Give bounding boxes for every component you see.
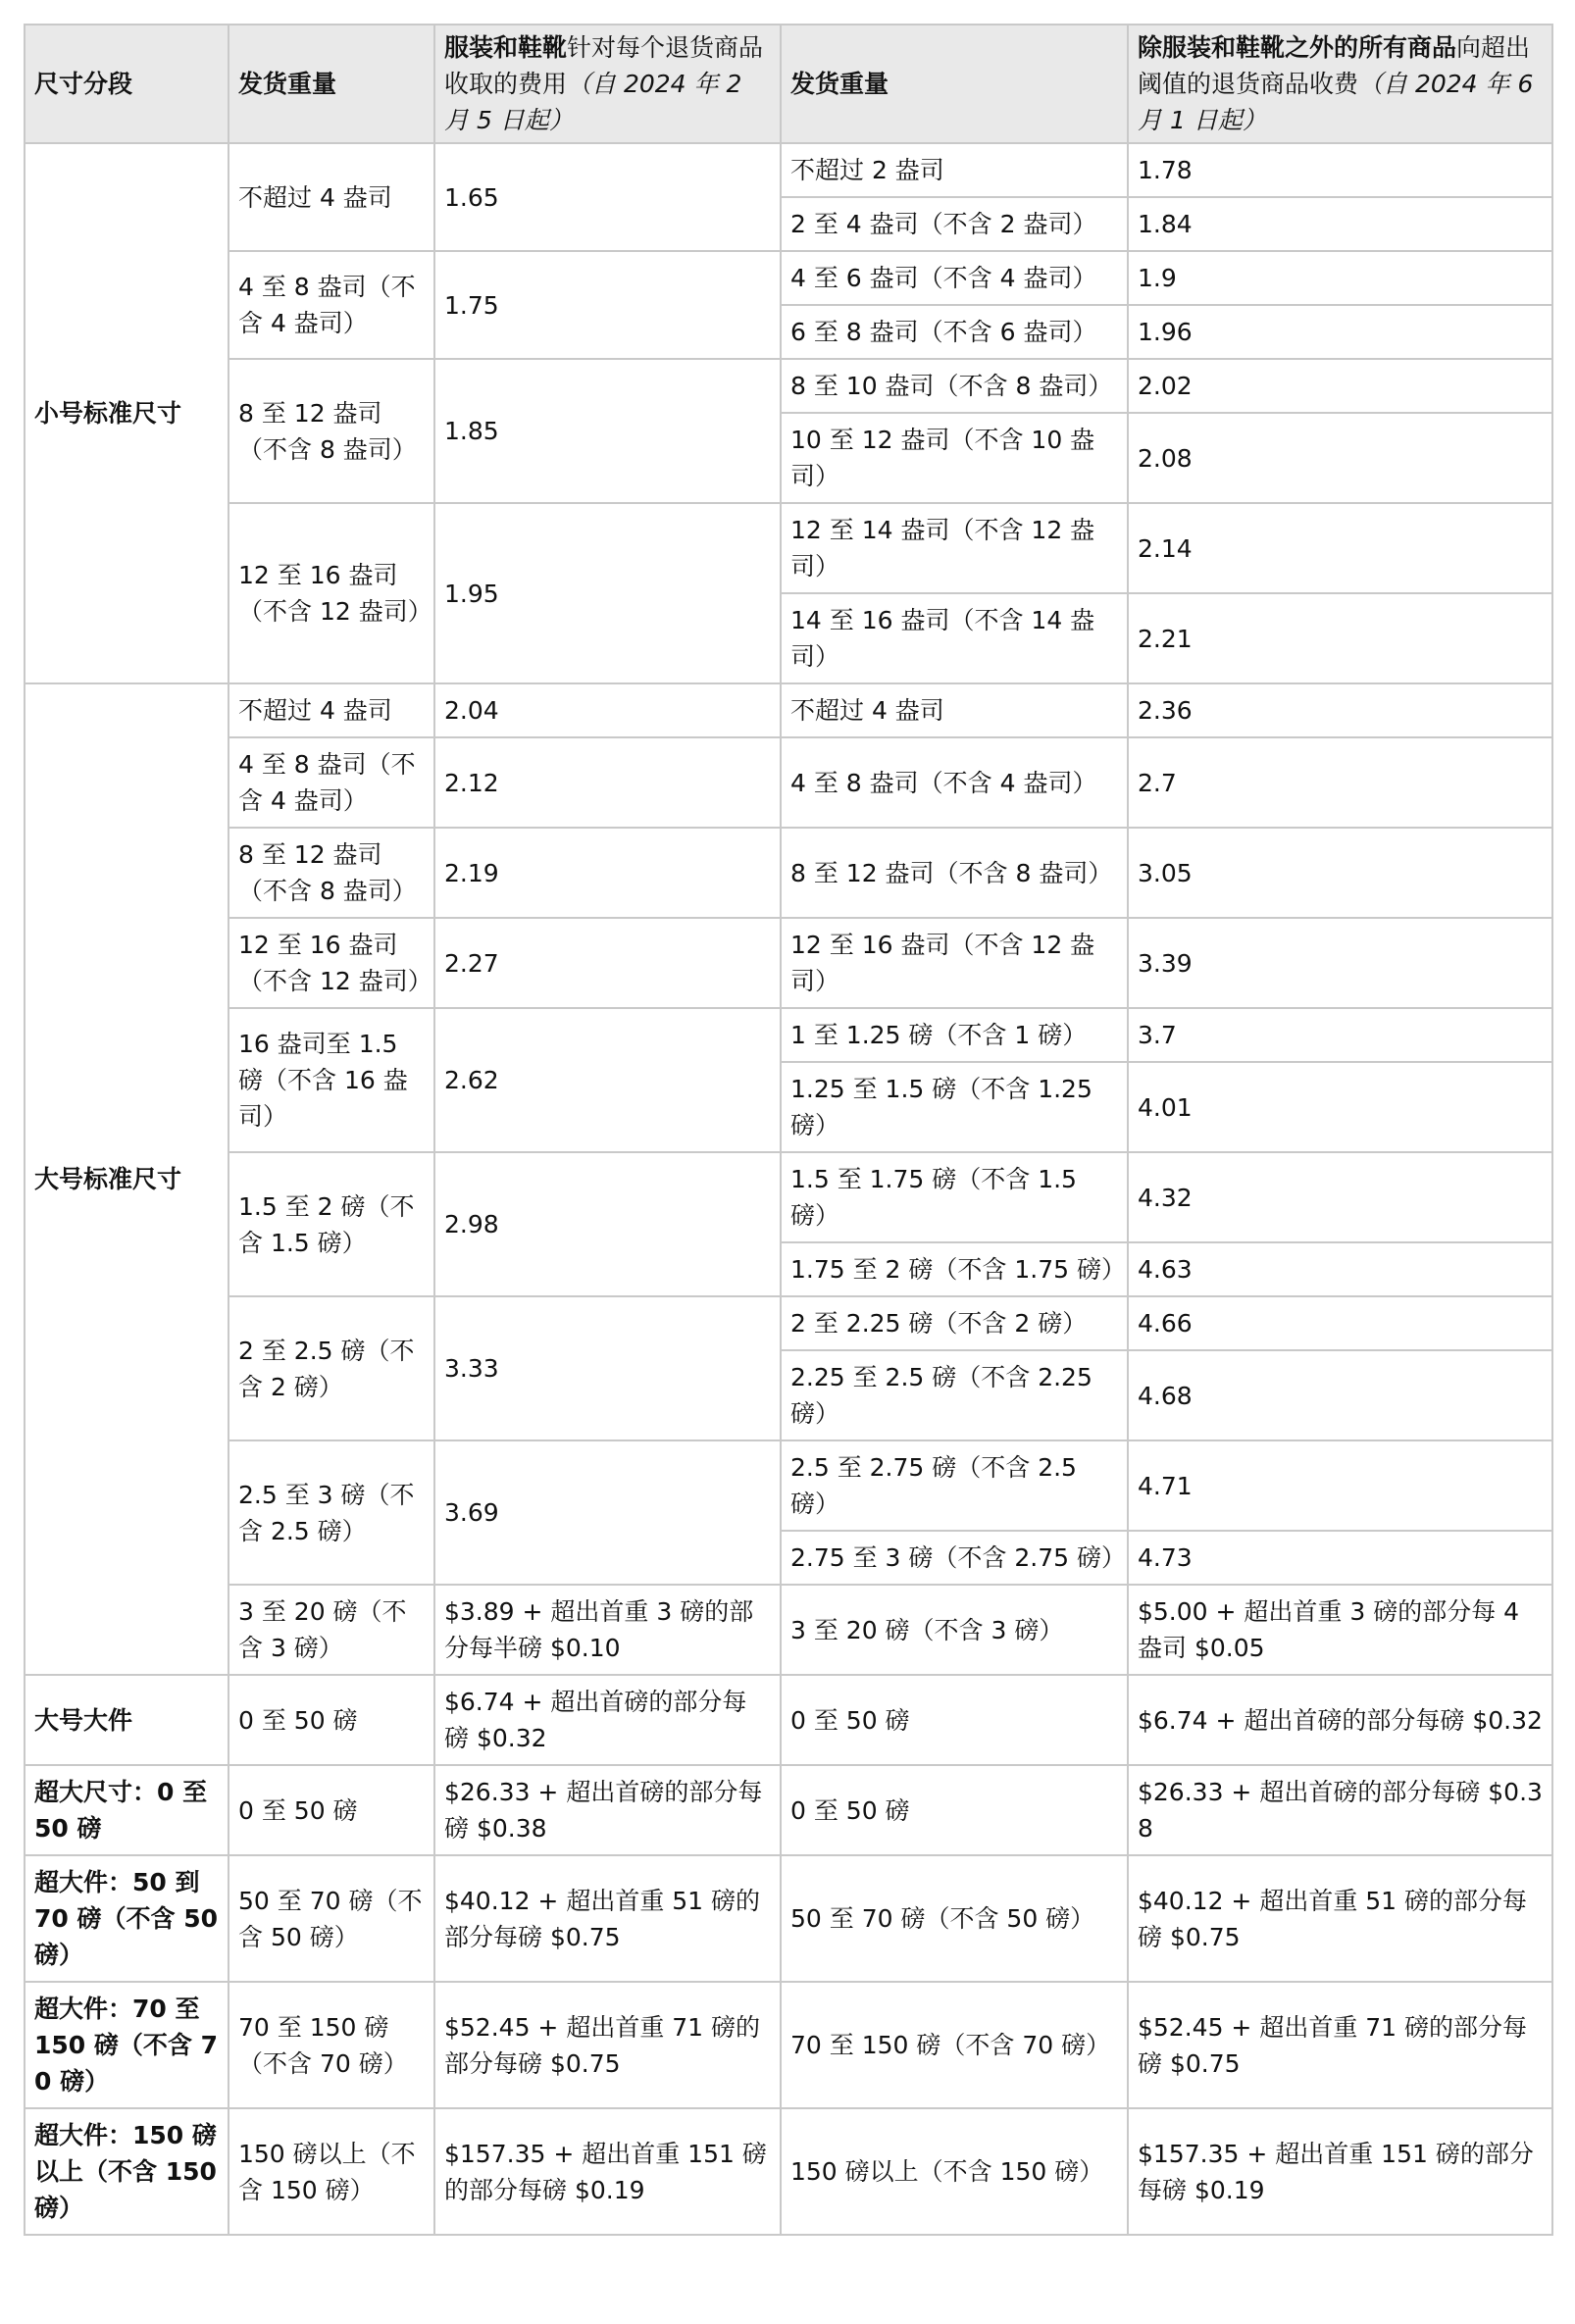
tier-cell: 小号标准尺寸 [25,143,229,683]
fee-cell: 2.08 [1128,413,1552,503]
weight-cell: 3 至 20 磅（不含 3 磅） [781,1585,1128,1675]
apparel-weight-cell: 1.5 至 2 磅（不含 1.5 磅） [229,1152,434,1296]
header-apparel-fee-date: （自 2024 年 2 月 5 日起） [444,70,742,134]
apparel-fee-cell: 2.27 [434,918,781,1008]
fee-cell: 4.32 [1128,1152,1552,1242]
apparel-fee-cell: 1.85 [434,359,781,503]
table-row [25,1765,1552,1855]
fee-cell: 3.05 [1128,828,1552,918]
weight-cell: 4 至 8 盎司（不含 4 盎司） [781,737,1128,828]
header-apparel-fee-strong: 服装和鞋靴 [444,33,568,62]
apparel-weight-cell: 4 至 8 盎司（不含 4 盎司） [229,251,434,359]
tier-cell: 大号标准尺寸 [25,683,229,1675]
fee-cell: 1.78 [1128,143,1552,197]
apparel-weight-cell: 70 至 150 磅（不含 70 磅） [229,1982,434,2108]
table-row [25,359,1552,413]
table-row [25,683,1552,737]
fee-cell: 2.02 [1128,359,1552,413]
header-other-fee-strong: 除服装和鞋靴之外的所有商品 [1138,33,1457,62]
weight-cell: 2 至 2.25 磅（不含 2 磅） [781,1296,1128,1350]
apparel-weight-cell: 2.5 至 3 磅（不含 2.5 磅） [229,1440,434,1585]
weight-cell: 1.25 至 1.5 磅（不含 1.25 磅） [781,1062,1128,1152]
apparel-weight-cell: 0 至 50 磅 [229,1675,434,1765]
apparel-weight-cell: 50 至 70 磅（不含 50 磅） [229,1855,434,1982]
table-row [25,828,1552,918]
apparel-weight-cell: 不超过 4 盎司 [229,143,434,251]
header-row [25,25,1552,143]
fee-cell: 4.66 [1128,1296,1552,1350]
weight-cell: 8 至 10 盎司（不含 8 盎司） [781,359,1128,413]
weight-cell: 不超过 4 盎司 [781,683,1128,737]
fee-cell: 4.01 [1128,1062,1552,1152]
apparel-fee-cell: $40.12 + 超出首重 51 磅的部分每磅 $0.75 [434,1855,781,1982]
fee-table-container [24,24,1551,2236]
tier-cell: 超大件：50 到 70 磅（不含 50 磅） [25,1855,229,1982]
table-row [25,1855,1552,1982]
fee-cell: 2.7 [1128,737,1552,828]
tier-cell: 大号大件 [25,1675,229,1765]
fee-cell: $26.33 + 超出首磅的部分每磅 $0.38 [1128,1765,1552,1855]
weight-cell: 14 至 16 盎司（不含 14 盎司） [781,593,1128,683]
apparel-fee-cell: 3.33 [434,1296,781,1440]
table-row [25,143,1552,197]
apparel-fee-cell: 1.75 [434,251,781,359]
apparel-weight-cell: 不超过 4 盎司 [229,683,434,737]
fee-cell: 3.39 [1128,918,1552,1008]
weight-cell: 1 至 1.25 磅（不含 1 磅） [781,1008,1128,1062]
fee-cell: 4.68 [1128,1350,1552,1440]
weight-cell: 12 至 16 盎司（不含 12 盎司） [781,918,1128,1008]
fee-cell: 2.36 [1128,683,1552,737]
weight-cell: 150 磅以上（不含 150 磅） [781,2108,1128,2235]
table-row [25,1982,1552,2108]
weight-cell: 4 至 6 盎司（不含 4 盎司） [781,251,1128,305]
fee-cell: 1.84 [1128,197,1552,251]
apparel-fee-cell: 3.69 [434,1440,781,1585]
header-other-fee-date: （自 2024 年 6 月 1 日起） [1138,70,1534,134]
tier-cell: 超大件：70 至 150 磅（不含 70 磅） [25,1982,229,2108]
weight-cell: 6 至 8 盎司（不含 6 盎司） [781,305,1128,359]
fee-cell: 1.9 [1128,251,1552,305]
table-row [25,1152,1552,1242]
apparel-fee-cell: $52.45 + 超出首重 71 磅的部分每磅 $0.75 [434,1982,781,2108]
header-other-fee [1128,25,1552,143]
apparel-fee-cell: 2.19 [434,828,781,918]
fee-cell: 4.71 [1128,1440,1552,1531]
weight-cell: 2.25 至 2.5 磅（不含 2.25 磅） [781,1350,1128,1440]
table-row [25,503,1552,593]
fee-cell: 1.96 [1128,305,1552,359]
apparel-fee-cell: $26.33 + 超出首磅的部分每磅 $0.38 [434,1765,781,1855]
fee-cell: $40.12 + 超出首重 51 磅的部分每磅 $0.75 [1128,1855,1552,1982]
apparel-weight-cell: 8 至 12 盎司（不含 8 盎司） [229,828,434,918]
apparel-fee-cell: $157.35 + 超出首重 151 磅的部分每磅 $0.19 [434,2108,781,2235]
apparel-weight-cell: 16 盎司至 1.5 磅（不含 16 盎司） [229,1008,434,1152]
fee-cell: 3.7 [1128,1008,1552,1062]
apparel-fee-cell: $6.74 + 超出首磅的部分每磅 $0.32 [434,1675,781,1765]
fee-cell: 2.21 [1128,593,1552,683]
apparel-weight-cell: 2 至 2.5 磅（不含 2 磅） [229,1296,434,1440]
weight-cell: 50 至 70 磅（不含 50 磅） [781,1855,1128,1982]
weight-cell: 8 至 12 盎司（不含 8 盎司） [781,828,1128,918]
apparel-weight-cell: 0 至 50 磅 [229,1765,434,1855]
fee-cell: $52.45 + 超出首重 71 磅的部分每磅 $0.75 [1128,1982,1552,2108]
table-row [25,1296,1552,1350]
fee-cell: 4.63 [1128,1242,1552,1296]
apparel-weight-cell: 4 至 8 盎司（不含 4 盎司） [229,737,434,828]
weight-cell: 2 至 4 盎司（不含 2 盎司） [781,197,1128,251]
apparel-fee-cell: 1.95 [434,503,781,683]
fee-cell: $6.74 + 超出首磅的部分每磅 $0.32 [1128,1675,1552,1765]
returns-fee-table [24,24,1553,2236]
table-row [25,1675,1552,1765]
apparel-fee-cell: $3.89 + 超出首重 3 磅的部分每半磅 $0.10 [434,1585,781,1675]
weight-cell: 2.75 至 3 磅（不含 2.75 磅） [781,1531,1128,1585]
table-body [25,143,1552,2235]
apparel-fee-cell: 1.65 [434,143,781,251]
table-row [25,737,1552,828]
apparel-weight-cell: 3 至 20 磅（不含 3 磅） [229,1585,434,1675]
fee-cell: $5.00 + 超出首重 3 磅的部分每 4 盎司 $0.05 [1128,1585,1552,1675]
tier-cell: 超大件：150 磅以上（不含 150 磅） [25,2108,229,2235]
weight-cell: 2.5 至 2.75 磅（不含 2.5 磅） [781,1440,1128,1531]
apparel-weight-cell: 12 至 16 盎司（不含 12 盎司） [229,503,434,683]
table-row [25,251,1552,305]
weight-cell: 10 至 12 盎司（不含 10 盎司） [781,413,1128,503]
apparel-weight-cell: 8 至 12 盎司（不含 8 盎司） [229,359,434,503]
table-row [25,918,1552,1008]
header-apparel-fee-text: 针对每个退货商品收取的费用 [444,33,764,98]
fee-cell: 2.14 [1128,503,1552,593]
table-row [25,1585,1552,1675]
table-header [25,25,1552,143]
table-row [25,1440,1552,1531]
apparel-weight-cell: 12 至 16 盎司（不含 12 盎司） [229,918,434,1008]
apparel-fee-cell: 2.62 [434,1008,781,1152]
fee-cell: 4.73 [1128,1531,1552,1585]
weight-cell: 70 至 150 磅（不含 70 磅） [781,1982,1128,2108]
fee-cell: $157.35 + 超出首重 151 磅的部分每磅 $0.19 [1128,2108,1552,2235]
apparel-fee-cell: 2.12 [434,737,781,828]
tier-cell: 超大尺寸：0 至 50 磅 [25,1765,229,1855]
weight-cell: 0 至 50 磅 [781,1765,1128,1855]
weight-cell: 1.5 至 1.75 磅（不含 1.5 磅） [781,1152,1128,1242]
table-row [25,2108,1552,2235]
apparel-weight-cell: 150 磅以上（不含 150 磅） [229,2108,434,2235]
header-other-fee-text: 向超出阈值的退货商品收费 [1138,33,1531,98]
apparel-fee-cell: 2.04 [434,683,781,737]
header-apparel-fee [434,25,781,143]
weight-cell: 不超过 2 盎司 [781,143,1128,197]
weight-cell: 1.75 至 2 磅（不含 1.75 磅） [781,1242,1128,1296]
header-shipping-weight-apparel: 发货重量 [229,25,434,143]
apparel-fee-cell: 2.98 [434,1152,781,1296]
weight-cell: 0 至 50 磅 [781,1675,1128,1765]
header-size-tier: 尺寸分段 [25,25,229,143]
header-shipping-weight-other: 发货重量 [781,25,1128,143]
weight-cell: 12 至 14 盎司（不含 12 盎司） [781,503,1128,593]
table-row [25,1008,1552,1062]
